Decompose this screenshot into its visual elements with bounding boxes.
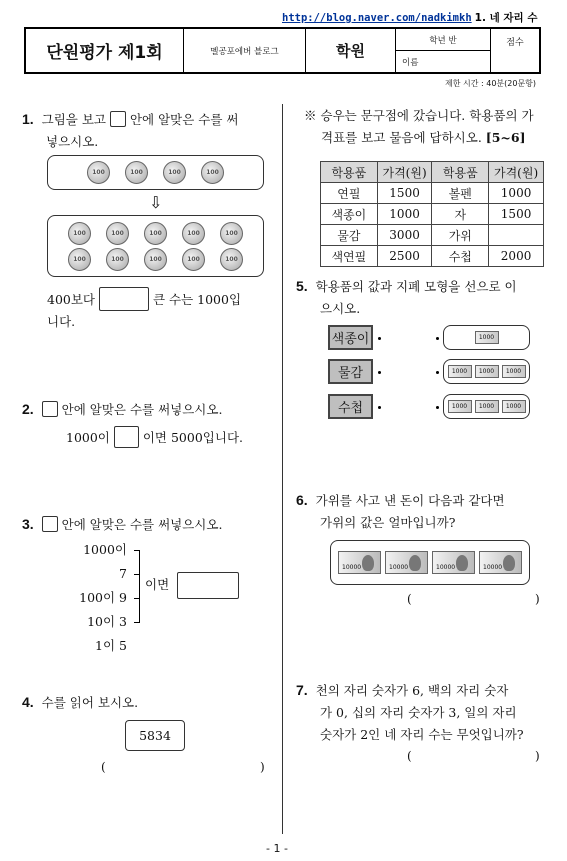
table-row (321, 204, 544, 225)
q3-row: 1이 5 (95, 638, 127, 653)
right-dot-icon[interactable] (436, 406, 439, 409)
table-cell: 1500 (377, 183, 432, 204)
q1-answer (47, 287, 272, 333)
bill-1000-icon: 1000 (502, 365, 526, 378)
q1-text-a: 그림을 보고 (41, 112, 106, 127)
q5-item: 물감 (328, 359, 373, 384)
bill-1000-icon: 1000 (475, 365, 499, 378)
down-arrow-icon: ⇩ (149, 193, 163, 212)
price-table (320, 161, 544, 267)
bill-1000-icon: 1000 (448, 365, 472, 378)
exam-title: 단원평가 제1회 (26, 29, 184, 72)
table-header: 가격(원) (377, 162, 432, 183)
coin-icon: 100 (106, 222, 129, 245)
q1-text-c: 넣으시오. (46, 134, 99, 149)
coin-icon: 100 (68, 222, 91, 245)
q1-answer-b: 큰 수는 1000입 (152, 292, 242, 307)
bill-1000-icon: 1000 (475, 400, 499, 413)
table-cell: 1000 (489, 183, 544, 204)
time-limit: 제한 시간 : 40분(20문항) (445, 79, 537, 88)
q7-text-c: 숫자가 2인 네 자리 수는 무엇입니까? (320, 727, 524, 742)
table-cell: 자 (432, 204, 489, 225)
q6-number: 6. (296, 492, 308, 508)
q5-text-a: 학용품의 값과 지폐 모형을 선으로 이 (315, 279, 517, 294)
student-info (396, 29, 491, 72)
left-dot-icon[interactable] (378, 406, 381, 409)
table-cell: 1000 (377, 204, 432, 225)
q4-paren-close: ) (260, 760, 265, 774)
q3-inline-box-icon (42, 516, 58, 532)
q2-line-a: 1000이 (66, 430, 110, 445)
coin-icon: 100 (182, 248, 205, 271)
coin-icon: 100 (201, 161, 224, 184)
coin-icon: 100 (220, 222, 243, 245)
question-2 (22, 398, 277, 421)
question-3 (22, 513, 277, 536)
right-dot-icon[interactable] (436, 337, 439, 340)
table-row (321, 225, 544, 246)
right-dot-icon[interactable] (436, 371, 439, 374)
q7-paren-open: ( (407, 749, 412, 763)
coin-icon: 100 (220, 248, 243, 271)
table-cell: 물감 (321, 225, 378, 246)
bill-tray-1 (443, 325, 530, 350)
q6-text-b: 가위의 값은 얼마입니까? (320, 515, 456, 530)
coin-icon: 100 (144, 222, 167, 245)
table-cell: 1500 (489, 204, 544, 225)
intro-text-a: 승우는 문구점에 갔습니다. 학용품의 가 (320, 108, 534, 123)
q7-text-b: 가 0, 십의 자리 숫자가 3, 일의 자리 (320, 705, 517, 720)
coin-icon: 100 (68, 248, 91, 271)
bill-10000-icon: 10000 (385, 551, 428, 574)
q6-paren-open: ( (407, 592, 412, 606)
blog-name: 멜공포에버 블로그 (184, 29, 306, 72)
q7-number: 7. (296, 682, 308, 698)
q3-suffix: 이면 (145, 577, 170, 592)
table-header: 가격(원) (489, 162, 544, 183)
q4-text: 수를 읽어 보시오. (41, 695, 139, 710)
bill-tray-3 (443, 359, 530, 384)
intro-mark: ※ (304, 108, 317, 123)
intro (304, 105, 549, 149)
q3-rows (72, 538, 127, 658)
bill-1000-icon: 1000 (475, 331, 499, 344)
table-cell: 색종이 (321, 204, 378, 225)
table-cell: 볼펜 (432, 183, 489, 204)
coins-bottom-group (47, 215, 264, 277)
q6-text-a: 가위를 사고 낸 돈이 다음과 같다면 (315, 493, 505, 508)
coin-icon: 100 (87, 161, 110, 184)
table-cell: 색연필 (321, 246, 378, 267)
q7-text-a: 천의 자리 숫자가 6, 백의 자리 숫자 (315, 683, 509, 698)
q6-bills (330, 540, 530, 585)
q3-bracket (134, 550, 140, 623)
bill-tray-2 (443, 394, 530, 419)
q3-text: 안에 알맞은 수를 써넣으시오. (61, 517, 223, 532)
coin-icon: 100 (106, 248, 129, 271)
q4-number-card: 5834 (125, 720, 185, 751)
coin-icon: 100 (144, 248, 167, 271)
q5-text-b: 으시오. (320, 301, 361, 316)
question-6 (296, 489, 546, 534)
q2-problem (66, 426, 243, 449)
q1-answer-box[interactable] (99, 287, 149, 311)
q5-number: 5. (296, 278, 308, 294)
q2-text: 안에 알맞은 수를 써넣으시오. (61, 402, 223, 417)
q2-inline-box-icon (42, 401, 58, 417)
q4-number: 4. (22, 694, 34, 710)
bill-10000-icon: 10000 (338, 551, 381, 574)
q1-answer-c: 니다. (47, 314, 76, 329)
table-header: 학용품 (432, 162, 489, 183)
name-field[interactable]: 이름 (402, 57, 419, 68)
table-cell: 2000 (489, 246, 544, 267)
table-cell: 3000 (377, 225, 432, 246)
score-field: 점수 (506, 38, 524, 48)
q5-item: 색종이 (328, 325, 373, 350)
q2-answer-box[interactable] (114, 426, 139, 448)
table-cell: 수첩 (432, 246, 489, 267)
q3-row: 1000이 7 (83, 542, 127, 581)
q1-text-b: 안에 알맞은 수를 써 (129, 112, 239, 127)
coins-top-group (47, 155, 264, 190)
bill-10000-icon: 10000 (432, 551, 475, 574)
blog-link[interactable]: http://blog.naver.com/nadkimkh (282, 12, 472, 24)
bill-10000-icon: 10000 (479, 551, 522, 574)
question-1 (22, 108, 272, 153)
unit-label: 1. 네 자리 수 (474, 12, 538, 24)
table-cell: 가위 (432, 225, 489, 246)
q3-row: 100이 9 (79, 590, 127, 605)
table-row (321, 183, 544, 204)
q1-number: 1. (22, 111, 34, 127)
intro-text-b: 격표를 보고 물음에 답하시오. (321, 130, 482, 145)
q5-item: 수첩 (328, 394, 373, 419)
header-url[interactable] (282, 10, 538, 25)
table-cell: 2500 (377, 246, 432, 267)
q6-paren-close: ) (535, 592, 540, 606)
q2-number: 2. (22, 401, 34, 417)
question-7 (296, 679, 551, 746)
table-row (321, 246, 544, 267)
q2-line-b: 이면 5000입니다. (142, 430, 243, 445)
question-5 (296, 275, 546, 320)
page-number: - 1 - (266, 842, 288, 855)
school-label: 학원 (306, 29, 396, 72)
intro-range: [5~6] (485, 130, 526, 145)
q3-row: 10이 3 (87, 614, 127, 629)
q4-paren-open: ( (101, 760, 106, 774)
q1-inline-box-icon (110, 111, 126, 127)
table-header: 학용품 (321, 162, 378, 183)
table-cell: 연필 (321, 183, 378, 204)
coin-icon: 100 (163, 161, 186, 184)
left-dot-icon[interactable] (378, 337, 381, 340)
bill-1000-icon: 1000 (448, 400, 472, 413)
q7-paren-close: ) (535, 749, 540, 763)
header-box (24, 27, 541, 74)
q3-number: 3. (22, 516, 34, 532)
coin-icon: 100 (125, 161, 148, 184)
q3-answer-box[interactable] (177, 572, 239, 599)
grade-class-field[interactable]: 학년 반 (396, 29, 490, 51)
question-4 (22, 691, 138, 714)
table-cell (489, 225, 544, 246)
left-dot-icon[interactable] (378, 371, 381, 374)
coin-icon: 100 (182, 222, 205, 245)
q1-answer-a: 400보다 (47, 292, 96, 307)
bill-1000-icon: 1000 (502, 400, 526, 413)
column-divider (282, 104, 283, 834)
